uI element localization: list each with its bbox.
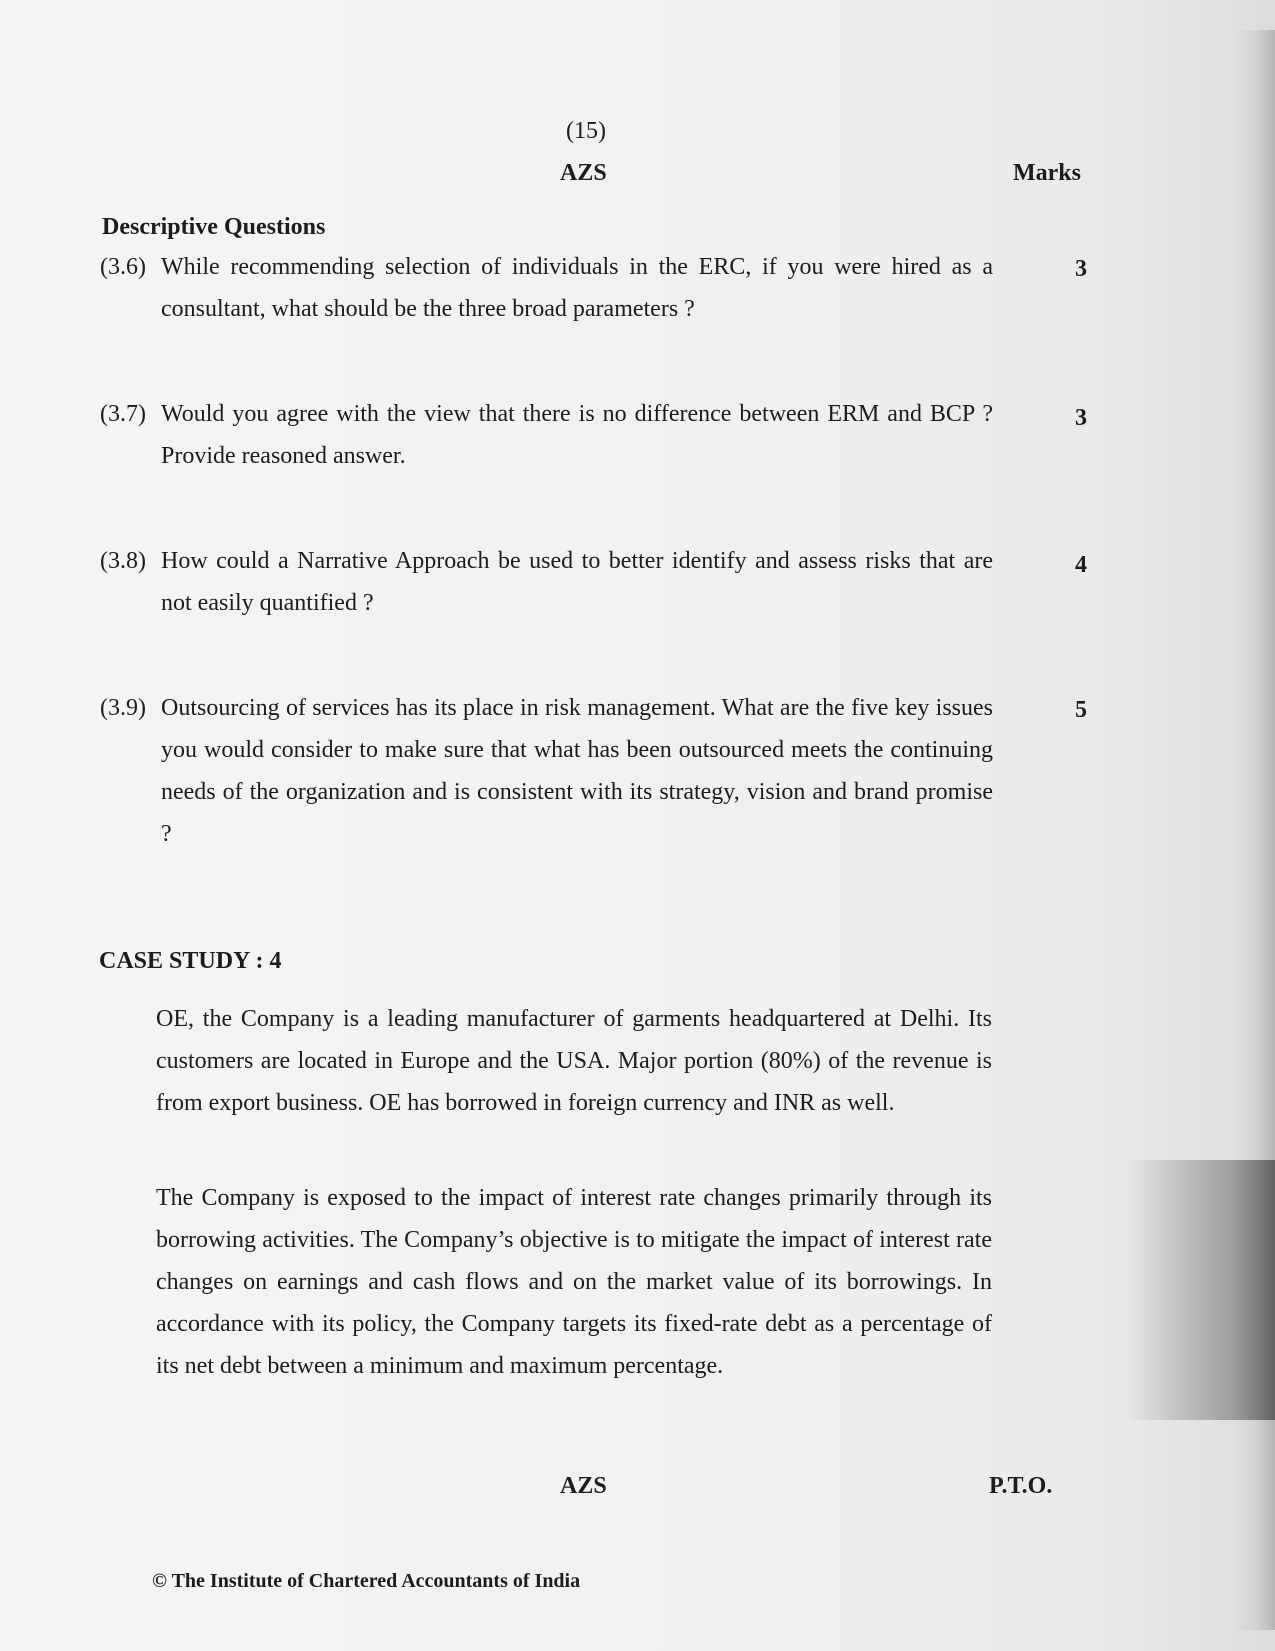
case-study-paragraph: OE, the Company is a leading manufacturer of garments headquartered at Delhi. Its customers are located in Europe and the USA. Major portion (80%) of the revenue is from export business. OE has borrowed in foreign currency and INR as well. [156,1006,992,1116]
question-number: (3.7) [100,401,146,427]
pto-label: P.T.O. [989,1473,1053,1499]
question-text: Outsourcing of services has its place in risk management. What are the five key issues you would consider to make sure that what has been outsourced meets the continuing needs of the organization and is consistent with its strategy, vision and brand promise ? [161,695,993,847]
question-3-9 [100,687,1000,855]
header-paper-code: AZS [560,160,607,186]
scan-shadow [1125,1160,1275,1420]
question-number: (3.6) [100,254,146,280]
page-number: (15) [566,118,606,144]
question-marks: 3 [1075,405,1087,431]
case-study-title: CASE STUDY : 4 [99,948,282,974]
question-text: While recommending selection of individuals in the ERC, if you were hired as a consultant, what should be the three broad parameters ? [161,254,993,322]
question-number: (3.8) [100,548,146,574]
question-text: Would you agree with the view that there is no difference between ERM and BCP ? Provide reasoned answer. [161,401,993,469]
question-3-8 [100,540,1000,624]
question-3-6 [100,246,1000,330]
question-3-7 [100,393,1000,477]
footer-paper-code: AZS [560,1473,607,1499]
question-marks: 4 [1075,552,1087,578]
section-title: Descriptive Questions [102,214,326,240]
question-text: How could a Narrative Approach be used to better identify and assess risks that are not easily quantified ? [161,548,993,616]
question-marks: 3 [1075,256,1087,282]
question-marks: 5 [1075,697,1087,723]
case-study-paragraph: The Company is exposed to the impact of interest rate changes primarily through its borrowing activities. The Company’s objective is to mitigate the impact of interest rate changes on earnings and cash flows and on the market value of its borrowings. In accordance with its policy, the Company targets its fixed-rate debt as a percentage of its net debt between a minimum and maximum percentage. [156,1185,992,1379]
copyright-notice: © The Institute of Chartered Accountants of India [152,1570,581,1592]
question-number: (3.9) [100,695,146,721]
marks-column-label: Marks [1013,160,1081,186]
